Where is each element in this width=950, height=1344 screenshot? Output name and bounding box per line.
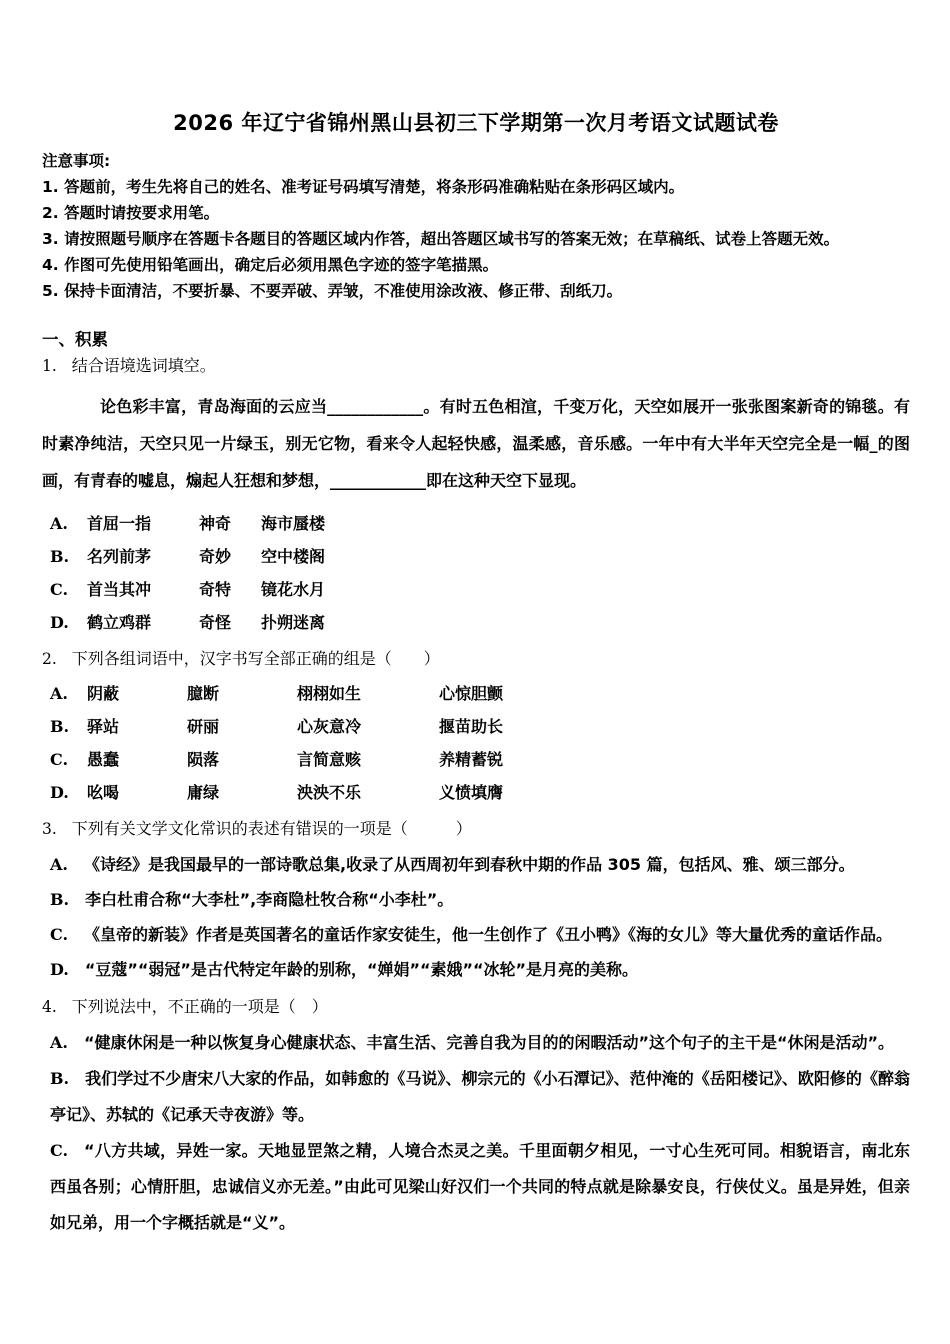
option-b [50,882,910,917]
option-word: 义愤填膺 [439,783,504,802]
option-label: C. [50,925,69,944]
option-d [50,952,910,987]
option-label: C. [50,580,69,599]
option-word: 奇怪 [199,613,232,632]
option-text: “健康休闲是一种以恢复身心健康状态、丰富生活、完善自我为目的的闲暇活动”这个句子的主干是“休闲是活动”。 [83,1033,895,1052]
option-c [50,917,910,952]
option-text: 我们学过不少唐宋八大家的作品，如韩愈的《马说》、柳宗元的《小石潭记》、范仲淹的《岳阳楼记》、欧阳修的《醉翁亭记》、苏轼的《记承天寺夜游》等。 [50,1069,910,1124]
option-a [50,677,910,710]
reading-passage: 论色彩丰富，青岛海面的云应当____________。有时五色相渲，千变万化，天空如展开一张张图案新奇的锦毯。有时素净纯洁，天空只见一片绿玉，别无它物，看来令人起轻快感，温柔感，音乐感。一年中有大半年天空完全是一幅_的图画，有青春的嘘息，煽起人狂想和梦想，____________即在这种天空下显现。 [42,397,910,490]
option-label: A. [50,684,68,703]
option-word: 鹤立鸡群 [87,613,152,632]
question-stem [42,354,910,378]
question-3 [42,817,910,987]
option-word: 揠苗助长 [439,717,504,736]
option-word: 首当其冲 [87,580,152,599]
option-word: 驿站 [87,717,120,736]
option-c [50,573,910,606]
option-label: B. [50,547,70,566]
option-b [50,1061,910,1133]
option-word: 奇妙 [199,547,232,566]
option-text: 李白杜甫合称“大李杜”,李商隐杜牧合称“小李杜”。 [85,890,454,909]
option-text: “豆蔻”“弱冠”是古代特定年龄的别称，“婵娟”“素娥”“冰轮”是月亮的美称。 [84,960,639,979]
option-word: 扑朔迷离 [261,613,326,632]
option-word: 神奇 [199,514,232,533]
option-b [50,710,910,743]
option-word: 阴蔽 [87,684,120,703]
option-word: 首屈一指 [87,514,152,533]
question-number: 3. [42,820,57,838]
option-label: A. [50,514,68,533]
option-word: 海市蜃楼 [261,514,326,533]
question-2-options [50,677,910,809]
option-label: D. [50,783,69,802]
question-number: 1. [42,357,57,375]
option-word: 空中楼阁 [261,547,326,566]
option-label: C. [50,750,69,769]
option-a [50,847,910,882]
question-1-options [50,507,910,639]
option-d [50,776,910,809]
notice-heading: 注意事项: [42,152,111,170]
option-a [50,1025,910,1061]
question-stem-text: 下列说法中，不正确的一项是（ ） [71,997,328,1016]
option-word: 养精蓄锐 [439,750,504,769]
question-2 [42,647,910,809]
option-label: B. [50,1069,70,1088]
option-word: 心惊胆颤 [439,684,504,703]
exam-title: 2026 年辽宁省锦州黑山县初三下学期第一次月考语文试题试卷 [173,111,779,135]
notice-item: 1. 答题前，考生先将自己的姓名、准考证号码填写清楚，将条形码准确粘贴在条形码区域内。 [42,178,685,196]
question-4-options [50,1025,910,1241]
option-text: 《诗经》是我国最早的一部诗歌总集,收录了从西周初年到春秋中期的作品 305 篇，包括风、雅、颂三部分。 [83,855,855,874]
question-1 [42,354,910,639]
option-word: 镜花水月 [261,580,326,599]
option-label: D. [50,960,69,979]
notice-item: 3. 请按照题号顺序在答题卡各题目的答题区域内作答，超出答题区域书写的答案无效；在草稿纸、试卷上答题无效。 [42,230,840,248]
option-b [50,540,910,573]
option-word: 心灰意冷 [297,717,362,736]
notice-item: 5. 保持卡面清洁，不要折暴、不要弄破、弄皱，不准使用涂改液、修正带、刮纸刀。 [42,282,623,300]
option-a [50,507,910,540]
option-label: D. [50,613,69,632]
option-word: 名列前茅 [87,547,152,566]
option-word: 奇特 [199,580,232,599]
option-c [50,743,910,776]
option-label: B. [50,890,70,909]
section-heading-accumulation: 一、积累 [42,330,108,349]
option-c [50,1133,910,1241]
question-stem [42,817,910,841]
question-stem-text: 下列有关文学文化常识的表述有错误的一项是（ ） [71,819,472,838]
option-label: B. [50,717,70,736]
option-word: 泱泱不乐 [297,783,362,802]
question-number: 4. [42,998,57,1016]
option-word: 研丽 [187,717,220,736]
option-text: “八方共域，异姓一家。天地显罡煞之精，人境合杰灵之美。千里面朝夕相见，一寸心生死可同。相貌语言，南北东西虽各别；心情肝胆，忠诚信义亦无差。”由此可见梁山好汉们一个共同的特点就是除暴安良，行侠仗义。虽是异姓，但亲如兄弟，用一个字概括就是“义”。 [50,1141,910,1232]
question-stem-text: 结合语境选词填空。 [71,356,216,375]
question-stem [42,647,910,671]
question-stem-text: 下列各组词语中，汉字书写全部正确的组是（ ） [71,649,440,668]
option-word: 言简意赅 [297,750,362,769]
question-3-options [50,847,910,987]
question-stem [42,995,910,1019]
option-label: A. [50,1033,68,1052]
option-text: 《皇帝的新装》作者是英国著名的童话作家安徒生，他一生创作了《丑小鸭》《海的女儿》等大量优秀的童话作品。 [84,925,893,944]
notice-item: 2. 答题时请按要求用笔。 [42,204,220,222]
option-d [50,606,910,639]
notice-section [42,148,910,304]
option-word: 臆断 [187,684,220,703]
question-4 [42,995,910,1241]
option-label: A. [50,855,68,874]
option-word: 庸绿 [187,783,220,802]
option-word: 陨落 [187,750,220,769]
option-word: 吆喝 [87,783,120,802]
question-number: 2. [42,650,57,668]
notice-item: 4. 作图可先使用铅笔画出，确定后必须用黑色字迹的签字笔描黑。 [42,256,499,274]
option-word: 栩栩如生 [297,684,362,703]
option-word: 愚蠢 [87,750,120,769]
option-label: C. [50,1141,69,1160]
